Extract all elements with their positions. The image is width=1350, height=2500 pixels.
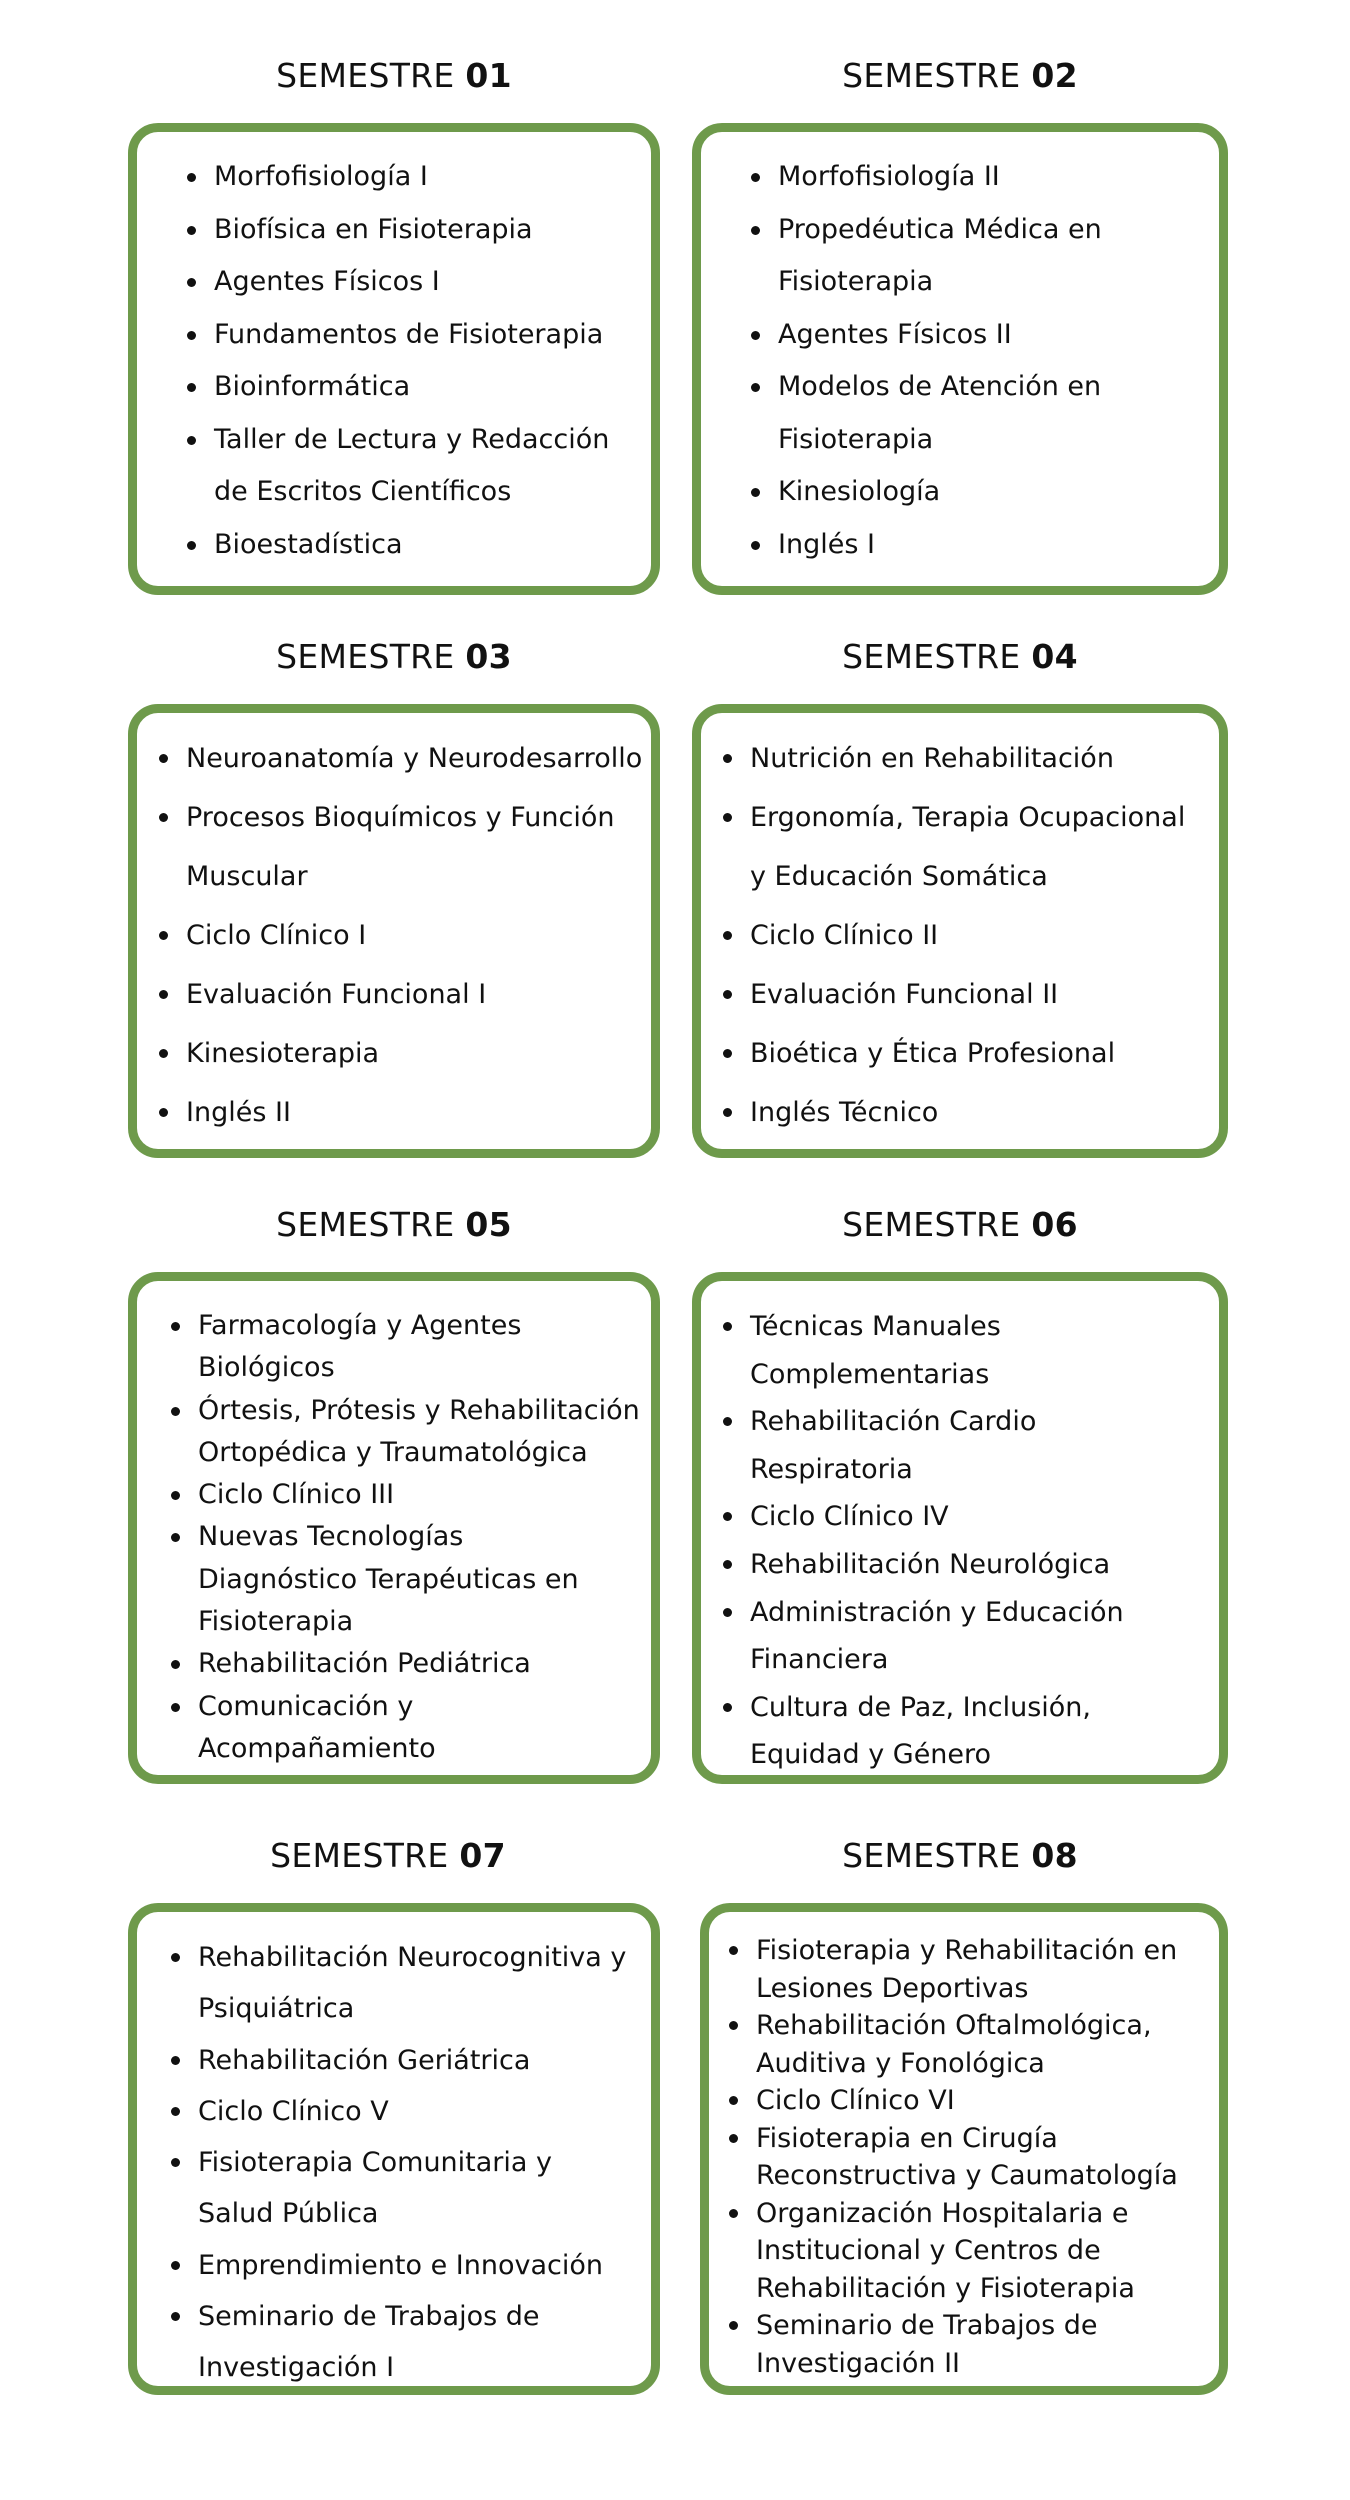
course-list xyxy=(750,1303,1124,1779)
course-list xyxy=(214,151,609,571)
course-name-line: Rehabilitación Cardio xyxy=(750,1406,1037,1438)
course-item xyxy=(198,1390,640,1475)
semester-title xyxy=(128,56,660,95)
course-name-line: y Educación Somática xyxy=(750,861,1048,892)
semester-card xyxy=(692,123,1228,595)
semester-number: 03 xyxy=(465,637,512,676)
course-item xyxy=(214,519,609,572)
course-item xyxy=(186,965,642,1024)
course-item xyxy=(186,788,642,906)
course-name-line: Neuroanatomía y Neurodesarrollo xyxy=(186,743,643,774)
course-name-line: Organización Hospitalaria e xyxy=(756,2197,1129,2229)
semester-number: 08 xyxy=(1031,1836,1078,1875)
course-item xyxy=(750,965,1185,1024)
course-item xyxy=(186,729,642,788)
course-name-line: Acompañamiento xyxy=(198,1732,436,1764)
course-item xyxy=(778,466,1102,519)
course-item xyxy=(198,1474,640,1516)
course-name-line: Complementarias xyxy=(750,1358,990,1390)
course-name-line: Investigación I xyxy=(198,2352,395,2384)
course-list xyxy=(750,729,1185,1142)
semester-title xyxy=(692,1836,1228,1875)
course-name-line: Seminario de Trabajos de xyxy=(756,2310,1098,2341)
semester-label: SEMESTRE xyxy=(842,637,1021,676)
semester-card xyxy=(128,1272,660,1784)
course-name-line: Taller de Lectura y Redacción xyxy=(214,423,610,455)
course-item xyxy=(750,1684,1124,1779)
course-item xyxy=(750,1589,1124,1684)
course-item xyxy=(750,1083,1185,1142)
course-name-line: Ciclo Clínico II xyxy=(750,920,939,951)
course-item xyxy=(750,1398,1124,1493)
course-list xyxy=(778,151,1102,571)
course-name-line: Salud Pública xyxy=(198,2198,379,2230)
course-name-line: Fisioterapia xyxy=(778,423,934,455)
semester-number: 06 xyxy=(1031,1205,1078,1244)
semester-card xyxy=(128,704,660,1158)
semester-label: SEMESTRE xyxy=(276,1205,455,1244)
course-item xyxy=(750,1493,1124,1541)
course-item xyxy=(198,2137,626,2240)
course-name-line: Propedéutica Médica en xyxy=(778,213,1102,245)
course-name-line: Financiera xyxy=(750,1644,889,1676)
course-name-line: Biológicos xyxy=(198,1352,335,1384)
course-name-line: Farmacología y Agentes xyxy=(198,1310,522,1341)
course-name-line: Procesos Bioquímicos y Función xyxy=(186,802,615,833)
course-item xyxy=(778,309,1102,362)
semester-title xyxy=(128,1836,648,1875)
semester-label: SEMESTRE xyxy=(276,56,455,95)
course-name-line: Kinesioterapia xyxy=(186,1038,380,1069)
course-name-line: Ciclo Clínico VI xyxy=(756,2085,955,2116)
semester-number: 04 xyxy=(1031,637,1078,676)
course-name-line: Rehabilitación Pediátrica xyxy=(198,1648,531,1680)
semester-title xyxy=(128,1205,660,1244)
course-name-line: Equidad y Género xyxy=(750,1739,992,1771)
course-name-line: Institucional y Centros de xyxy=(756,2235,1101,2266)
semester-label: SEMESTRE xyxy=(270,1836,449,1875)
semester-card xyxy=(700,1903,1228,2395)
course-item xyxy=(756,2082,1178,2120)
course-item xyxy=(750,1024,1185,1083)
course-name-line: Fisioterapia Comunitaria y xyxy=(198,2147,553,2179)
course-name-line: Respiratoria xyxy=(750,1453,913,1485)
semester-card xyxy=(692,704,1228,1158)
semester-label: SEMESTRE xyxy=(842,56,1021,95)
course-item xyxy=(214,309,609,362)
course-item xyxy=(198,1643,640,1685)
course-name-line: Morfofisiología II xyxy=(778,161,1000,192)
course-item xyxy=(198,2086,626,2137)
course-name-line: Agentes Físicos I xyxy=(214,266,440,297)
course-name-line: Nutrición en Rehabilitación xyxy=(750,743,1114,774)
course-item xyxy=(778,361,1102,466)
course-name-line: Fisioterapia xyxy=(198,1606,354,1638)
course-name-line: Fisioterapia en Cirugía xyxy=(756,2122,1058,2154)
course-name-line: Inglés II xyxy=(186,1097,291,1128)
course-item xyxy=(198,1932,626,2035)
course-name-line: Fisioterapia xyxy=(778,266,934,297)
course-item xyxy=(198,2291,626,2394)
course-name-line: Investigación II xyxy=(756,2347,960,2379)
semester-number: 07 xyxy=(459,1836,506,1875)
course-item xyxy=(750,729,1185,788)
semester-card xyxy=(128,1903,660,2395)
semester-card xyxy=(128,123,660,595)
course-item xyxy=(186,1024,642,1083)
course-name-line: Evaluación Funcional I xyxy=(186,979,487,1010)
course-item xyxy=(756,2307,1178,2382)
course-name-line: Reconstructiva y Caumatología xyxy=(756,2160,1178,2191)
course-name-line: Rehabilitación Neurocognitiva y xyxy=(198,1942,627,1973)
semester-title xyxy=(128,637,660,676)
course-name-line: Emprendimiento e Innovación xyxy=(198,2249,603,2281)
course-item xyxy=(756,2007,1178,2082)
course-list xyxy=(756,1932,1178,2382)
course-name-line: Modelos de Atención en xyxy=(778,371,1102,402)
course-name-line: Órtesis, Prótesis y Rehabilitación xyxy=(198,1394,640,1426)
semester-label: SEMESTRE xyxy=(842,1205,1021,1244)
semester-label: SEMESTRE xyxy=(842,1836,1021,1875)
course-name-line: Rehabilitación Neurológica xyxy=(750,1548,1111,1580)
course-name-line: Lesiones Deportivas xyxy=(756,1972,1029,2004)
course-name-line: Rehabilitación Geriátrica xyxy=(198,2044,531,2076)
course-item xyxy=(214,204,609,257)
course-name-line: Kinesiología xyxy=(778,476,941,507)
course-name-line: Ciclo Clínico IV xyxy=(750,1501,949,1533)
course-item xyxy=(214,361,609,414)
course-name-line: Morfofisiología I xyxy=(214,161,428,192)
course-item xyxy=(198,1686,640,1771)
course-name-line: Ciclo Clínico III xyxy=(198,1479,395,1511)
course-item xyxy=(750,906,1185,965)
course-list xyxy=(198,1305,640,1770)
course-item xyxy=(198,2035,626,2086)
semester-label: SEMESTRE xyxy=(276,637,455,676)
course-item xyxy=(198,1305,640,1390)
semester-number: 05 xyxy=(465,1205,512,1244)
course-name-line: Bioética y Ética Profesional xyxy=(750,1038,1116,1069)
course-name-line: Ciclo Clínico I xyxy=(186,920,367,951)
semester-title xyxy=(692,637,1228,676)
course-name-line: Auditiva y Fonológica xyxy=(756,2047,1045,2079)
course-item xyxy=(756,2120,1178,2195)
course-name-line: Rehabilitación y Fisioterapia xyxy=(756,2272,1135,2304)
semester-card xyxy=(692,1272,1228,1784)
semester-number: 01 xyxy=(465,56,512,95)
course-name-line: Muscular xyxy=(186,861,308,892)
course-name-line: Nuevas Tecnologías xyxy=(198,1521,464,1553)
course-name-line: Ortopédica y Traumatológica xyxy=(198,1436,588,1468)
course-name-line: Psiquiátrica xyxy=(198,1993,355,2025)
course-name-line: Seminario de Trabajos de xyxy=(198,2301,540,2333)
course-item xyxy=(756,1932,1178,2007)
course-item xyxy=(756,2195,1178,2308)
semester-number: 02 xyxy=(1031,56,1078,95)
course-item xyxy=(750,1303,1124,1398)
semester-title xyxy=(692,1205,1228,1244)
course-name-line: Fisioterapia y Rehabilitación en xyxy=(756,1935,1178,1966)
course-name-line: Rehabilitación Oftalmológica, xyxy=(756,2010,1152,2041)
course-list xyxy=(198,1932,626,2394)
semester-title xyxy=(692,56,1228,95)
course-name-line: Fundamentos de Fisioterapia xyxy=(214,318,604,350)
course-item xyxy=(778,151,1102,204)
course-list xyxy=(186,729,642,1142)
course-name-line: Biofísica en Fisioterapia xyxy=(214,213,533,245)
course-item xyxy=(750,788,1185,906)
course-item xyxy=(778,204,1102,309)
course-name-line: Cultura de Paz, Inclusión, xyxy=(750,1691,1091,1723)
course-name-line: Agentes Físicos II xyxy=(778,318,1012,350)
course-item xyxy=(214,151,609,204)
course-name-line: Evaluación Funcional II xyxy=(750,979,1059,1010)
course-item xyxy=(214,256,609,309)
course-item xyxy=(750,1541,1124,1589)
course-item xyxy=(186,1083,642,1142)
course-item xyxy=(198,1516,640,1643)
course-name-line: Técnicas Manuales xyxy=(750,1311,1001,1342)
course-name-line: Bioinformática xyxy=(214,371,411,402)
course-item xyxy=(186,906,642,965)
course-name-line: Administración y Educación xyxy=(750,1596,1124,1628)
course-name-line: Inglés Técnico xyxy=(750,1097,939,1128)
course-name-line: Ergonomía, Terapia Ocupacional xyxy=(750,802,1186,833)
course-name-line: Inglés I xyxy=(778,528,875,560)
course-item xyxy=(778,519,1102,572)
course-name-line: Comunicación y xyxy=(198,1690,414,1722)
course-name-line: Ciclo Clínico V xyxy=(198,2095,389,2127)
course-name-line: Diagnóstico Terapéuticas en xyxy=(198,1563,579,1595)
course-name-line: Bioestadística xyxy=(214,528,403,560)
course-item xyxy=(198,2240,626,2291)
course-item xyxy=(214,414,609,519)
course-name-line: de Escritos Científicos xyxy=(214,476,512,507)
